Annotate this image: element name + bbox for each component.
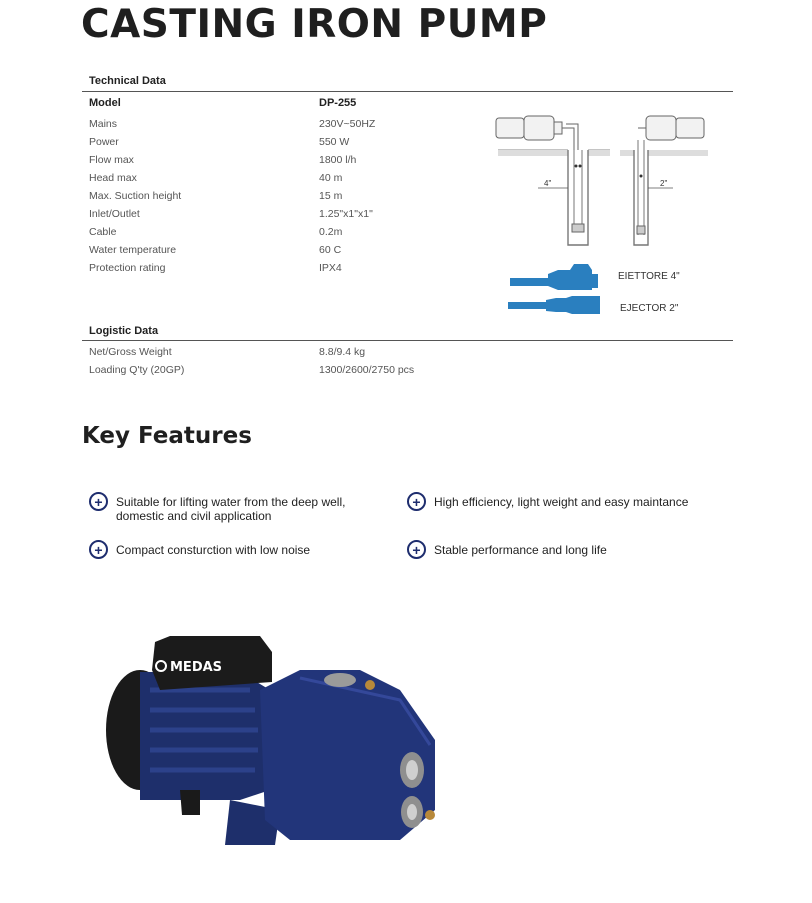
plus-circle-icon: + bbox=[407, 492, 426, 511]
pump-product-image bbox=[100, 630, 450, 860]
ejector-2-label: EJECTOR 2" bbox=[620, 303, 679, 314]
spec-value: 1.25"x1"x1" bbox=[319, 208, 373, 220]
left-pump-drawing bbox=[496, 116, 578, 150]
ejector-4-label: EIETTORE 4" bbox=[618, 271, 680, 282]
feature-item bbox=[407, 495, 688, 511]
plus-circle-icon: + bbox=[407, 540, 426, 559]
right-dimension-label: 2" bbox=[660, 179, 668, 188]
left-dimension-label: 4" bbox=[544, 179, 552, 188]
key-features-title: Key Features bbox=[82, 423, 252, 449]
ejector-4-icon bbox=[510, 264, 598, 290]
plus-circle-icon: + bbox=[89, 492, 108, 511]
spec-value: 1800 l/h bbox=[319, 154, 357, 166]
logistic-row bbox=[89, 346, 509, 362]
ejector-drawings bbox=[508, 260, 608, 320]
spec-label: Model bbox=[89, 97, 121, 109]
spec-label: Inlet/Outlet bbox=[89, 208, 140, 220]
feature-text: Suitable for lifting water from the deep well, domestic and civil application bbox=[116, 495, 346, 523]
spec-row bbox=[89, 208, 509, 224]
spec-value: 15 m bbox=[319, 190, 343, 202]
logistic-divider bbox=[82, 340, 733, 341]
logistic-label: Net/Gross Weight bbox=[89, 346, 172, 358]
spec-label: Flow max bbox=[89, 154, 134, 166]
brand-logo-text: MEDAS bbox=[170, 660, 223, 675]
feature-item bbox=[407, 543, 607, 559]
spec-row bbox=[89, 262, 509, 278]
logistic-value: 8.8/9.4 kg bbox=[319, 346, 366, 358]
right-pump-drawing bbox=[638, 116, 704, 140]
spec-label: Power bbox=[89, 136, 119, 148]
spec-value: 40 m bbox=[319, 172, 343, 184]
spec-value: IPX4 bbox=[319, 262, 342, 274]
spec-label: Protection rating bbox=[89, 262, 166, 274]
spec-label: Cable bbox=[89, 226, 117, 238]
technical-data-heading: Technical Data bbox=[89, 75, 166, 87]
feature-text: Stable performance and long life bbox=[434, 543, 607, 557]
spec-value: 550 W bbox=[319, 136, 350, 148]
spec-row-model bbox=[89, 97, 509, 113]
logistic-label: Loading Q'ty (20GP) bbox=[89, 364, 185, 376]
spec-row bbox=[89, 154, 509, 170]
spec-value: DP-255 bbox=[319, 97, 357, 109]
feature-text: Compact consturction with low noise bbox=[116, 543, 311, 557]
plus-circle-icon: + bbox=[89, 540, 108, 559]
logistic-value: 1300/2600/2750 pcs bbox=[319, 364, 415, 376]
feature-item bbox=[89, 495, 345, 523]
spec-label: Mains bbox=[89, 118, 118, 130]
spec-value: 230V~50HZ bbox=[319, 118, 376, 130]
spec-label: Water temperature bbox=[89, 244, 177, 256]
technical-divider bbox=[82, 91, 733, 92]
logistic-row bbox=[89, 364, 509, 380]
spec-row bbox=[89, 172, 509, 188]
ejector-2-icon bbox=[508, 296, 600, 314]
feature-item bbox=[89, 543, 310, 559]
feature-text: High efficiency, light weight and easy maintance bbox=[434, 495, 689, 509]
spec-row bbox=[89, 136, 509, 152]
spec-value: 60 C bbox=[319, 244, 342, 256]
spec-row bbox=[89, 190, 509, 206]
spec-label: Head max bbox=[89, 172, 137, 184]
page-title: CASTING IRON PUMP bbox=[81, 2, 548, 47]
spec-row bbox=[89, 244, 509, 260]
logistic-data-heading: Logistic Data bbox=[89, 325, 159, 337]
installation-diagram bbox=[488, 110, 718, 250]
spec-row bbox=[89, 226, 509, 242]
spec-row bbox=[89, 118, 509, 134]
spec-value: 0.2m bbox=[319, 226, 343, 238]
spec-label: Max. Suction height bbox=[89, 190, 182, 202]
